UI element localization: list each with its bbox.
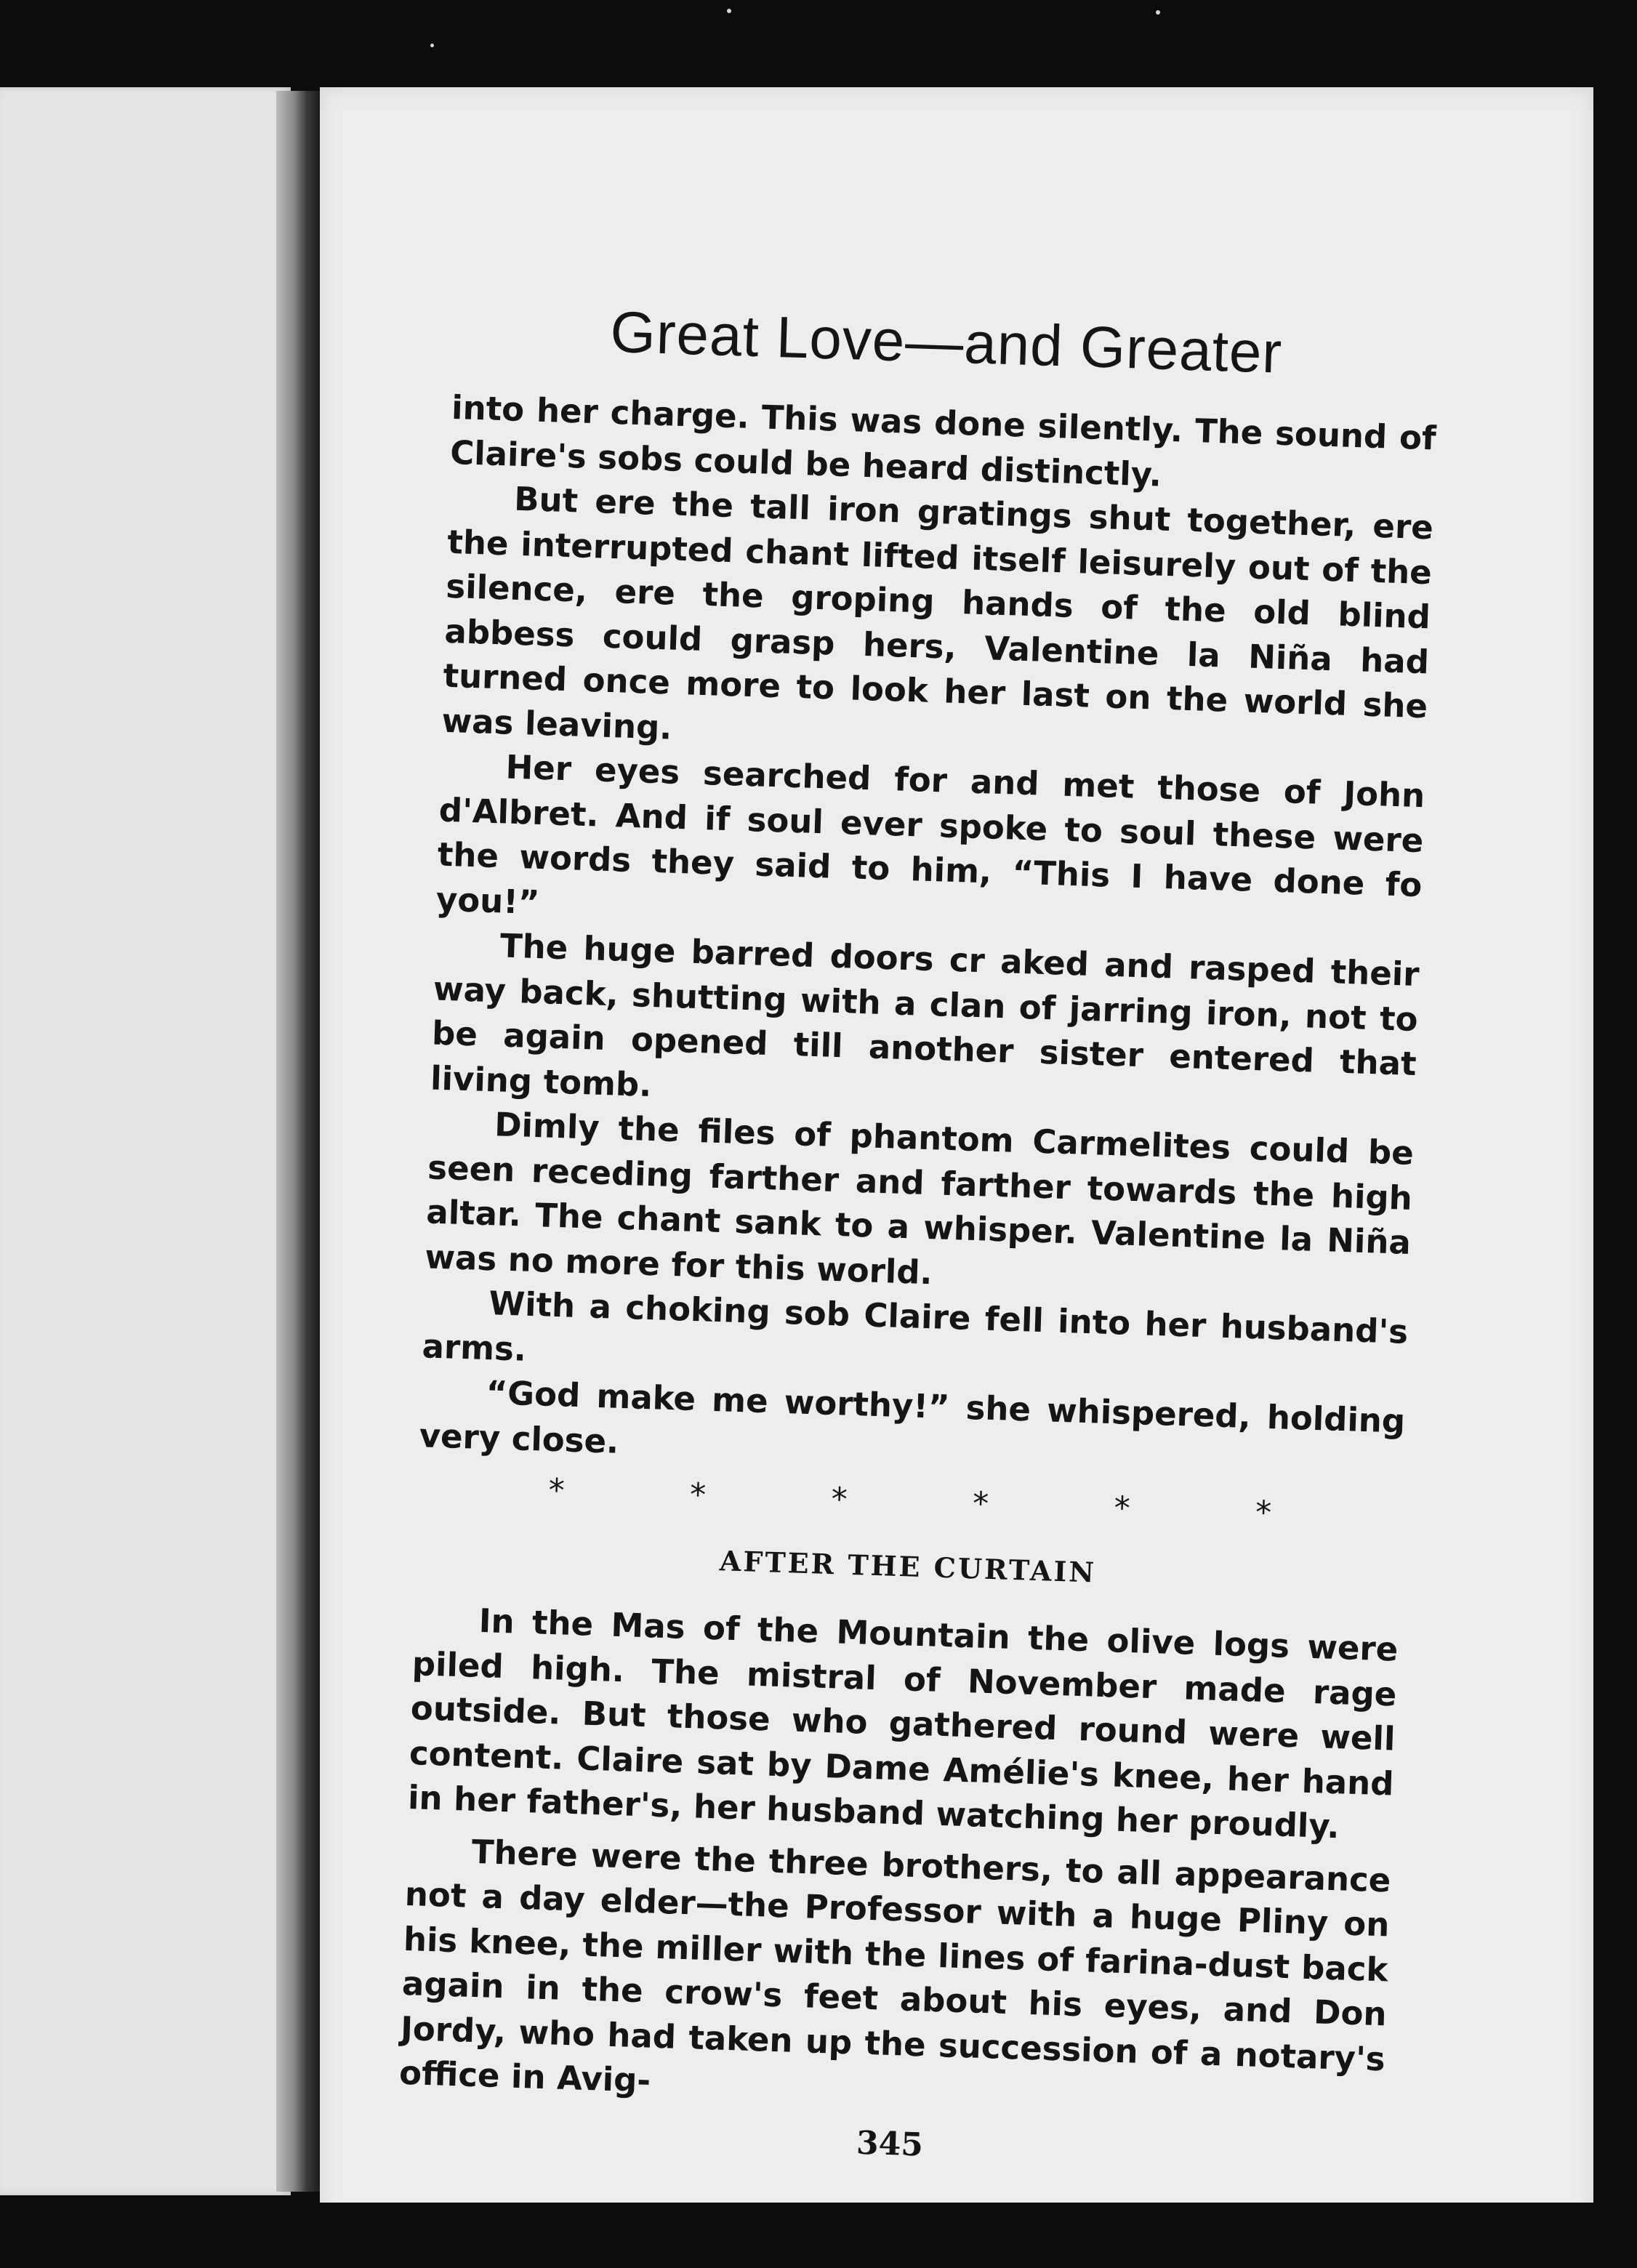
paragraph: With a choking sob Claire fell into her husband's arms. [421,1284,1409,1369]
separator-star: * [547,1471,566,1510]
separator-star: * [689,1476,707,1514]
paragraph: into her charge. This was done silently. The sound of Claire's sobs could be heard distinctly. [449,387,1437,494]
separator-star: * [1255,1494,1272,1532]
speck [430,44,434,47]
section-title: AFTER THE CURTAIN [719,1544,1097,1589]
paragraph: There were the three brothers, to all appearance not a day elder—the Professor with a huge Pliny on his knee, the miller with the lines of farina-dust back again in the crow's feet about his eyes, and Don Jordy, who had taken up the succession of a notary's office in Avig- [398,1832,1392,2100]
paragraph: Her eyes searched for and met those of John d'Albret. And if soul ever spoke to soul these were the words they said to him, “This I have done fo you!” [435,747,1425,922]
bottom-margin [0,2203,1637,2268]
speck [727,9,731,13]
page-text-block [397,298,1439,2178]
left-facing-page [0,87,291,2195]
speck [1156,10,1160,15]
paragraph: But ere the tall iron gratings shut together, ere the interrupted chant lifted itself leisurely out of the silence, ere the groping hands of the old blind abbess could grasp hers, Valentine la Niña had turned once more to look her last on the world she was leaving. [441,479,1434,747]
page-number: 345 [856,2124,924,2163]
paragraph: “God make me worthy!” she whispered, holding very close. [419,1373,1406,1461]
book-gutter [276,91,320,2192]
paragraph: In the Mas of the Mountain the olive logs were piled high. The mistral of November made rage outside. But those who gathered round were well content. Claire sat by Dame Amélie's knee, her hand in her father's, her husband watching her proudly. [407,1601,1399,1846]
running-head: Great Love—and Greater [609,299,1284,385]
paragraph: Dimly the files of phantom Carmelites could be seen receding farther and farther towards the high altar. The chant sank to a whisper. Valentine la Niña was no more for this world. [424,1105,1415,1292]
separator-star: * [1113,1489,1131,1527]
book-page [320,87,1593,2232]
paragraph: The huge barred doors cr aked and rasped their way back, shutting with a clan of jarring iron, not to be again opened till another sister entered that living tomb. [430,926,1420,1104]
separator-star: * [830,1481,848,1519]
separator-star: * [972,1485,989,1523]
